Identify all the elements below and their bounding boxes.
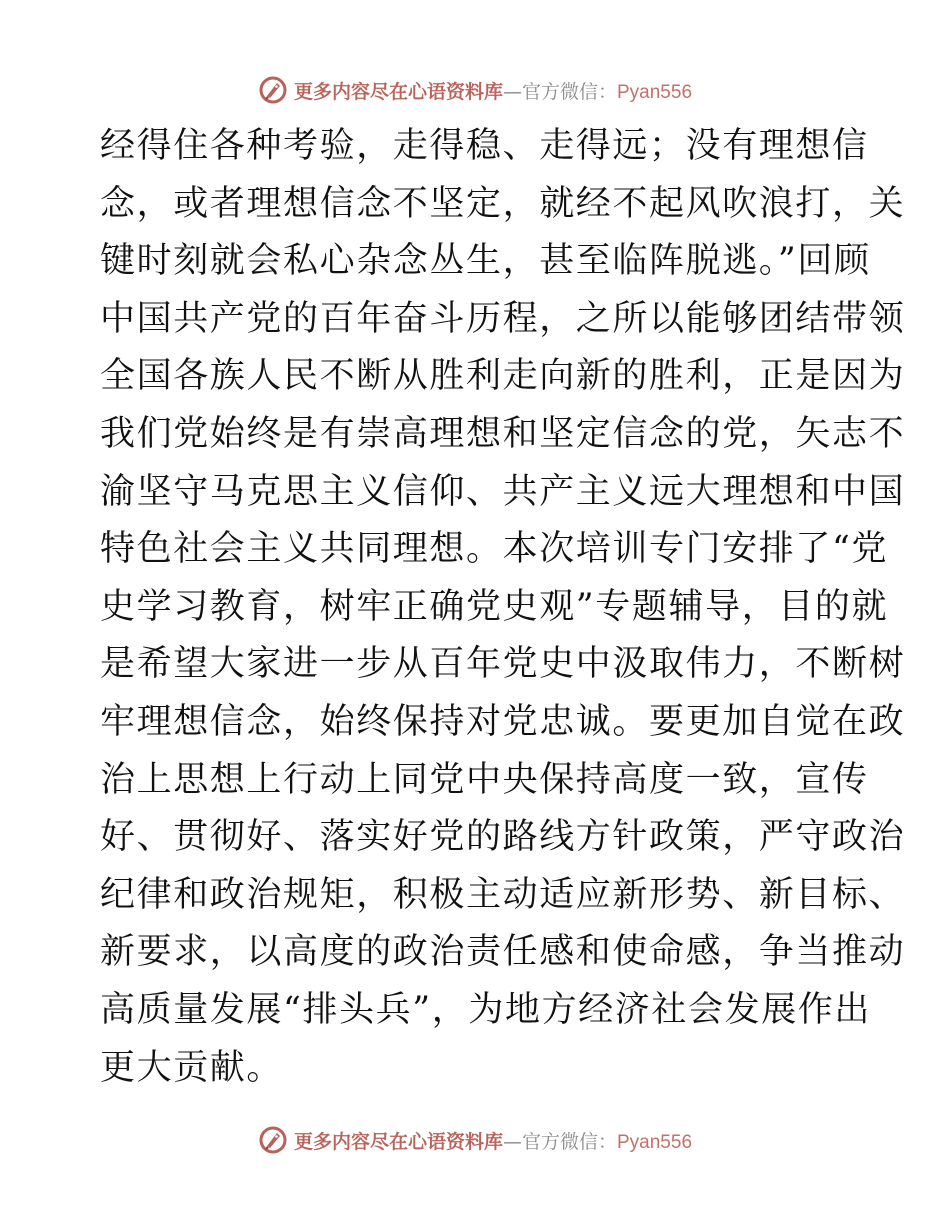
- pen-nib-circle-icon: [258, 1125, 288, 1155]
- page-header-banner: [0, 70, 950, 110]
- page-footer-banner: [0, 1120, 950, 1160]
- footer-separator-text: —官方微信：: [502, 1130, 617, 1153]
- body-line: 更大贡献。: [100, 1047, 284, 1088]
- body-line: 经得住各种考验，走得稳、走得远；没有理想信: [100, 126, 869, 166]
- body-line: 高质量发展“排头兵”，为地方经济社会发展作出: [100, 989, 871, 1030]
- body-line: 我们党始终是有崇高理想和坚定信念的党，矢志不: [100, 413, 906, 454]
- body-line: 新要求，以高度的政治责任感和使命感，争当推动: [100, 932, 906, 973]
- body-line: 好、贯彻好、落实好党的路线方针政策，严守政治: [100, 817, 906, 858]
- header-separator-text: —官方微信：: [502, 80, 617, 103]
- body-line: 纪律和政治规矩，积极主动适应新形势、新目标、: [100, 874, 906, 915]
- body-line: 念，或者理想信念不坚定，就经不起风吹浪打，关: [100, 183, 906, 224]
- body-line: 牢理想信念，始终保持对党忠诚。要更加自觉在政: [100, 701, 906, 742]
- footer-promo-text: [294, 1127, 692, 1154]
- header-main-text: 更多内容尽在心语资料库: [293, 80, 503, 103]
- body-line: 史学习教育，树牢正确党史观”专题辅导，目的就: [100, 586, 889, 627]
- footer-main-text: 更多内容尽在心语资料库: [293, 1130, 503, 1153]
- body-line: 治上思想上行动上同党中央保持高度一致，宣传: [100, 759, 869, 800]
- header-promo-text: [294, 77, 692, 104]
- pen-nib-circle-icon: [258, 75, 288, 105]
- body-line: 中国共产党的百年奋斗历程，之所以能够团结带领: [100, 298, 906, 339]
- body-line: 特色社会主义共同理想。本次培训专门安排了“党: [100, 529, 889, 570]
- body-line: 是希望大家进一步从百年党史中汲取伟力，不断树: [100, 644, 906, 685]
- document-body: [100, 118, 906, 1097]
- body-line: 键时刻就会私心杂念丛生，甚至临阵脱逃。”回顾: [100, 241, 871, 282]
- body-line: 全国各族人民不断从胜利走向新的胜利，正是因为: [100, 356, 906, 397]
- footer-wechat-id: Pyan556: [617, 1131, 693, 1153]
- body-line: 渝坚守马克思主义信仰、共产主义远大理想和中国: [100, 471, 906, 512]
- header-wechat-id: Pyan556: [617, 81, 693, 103]
